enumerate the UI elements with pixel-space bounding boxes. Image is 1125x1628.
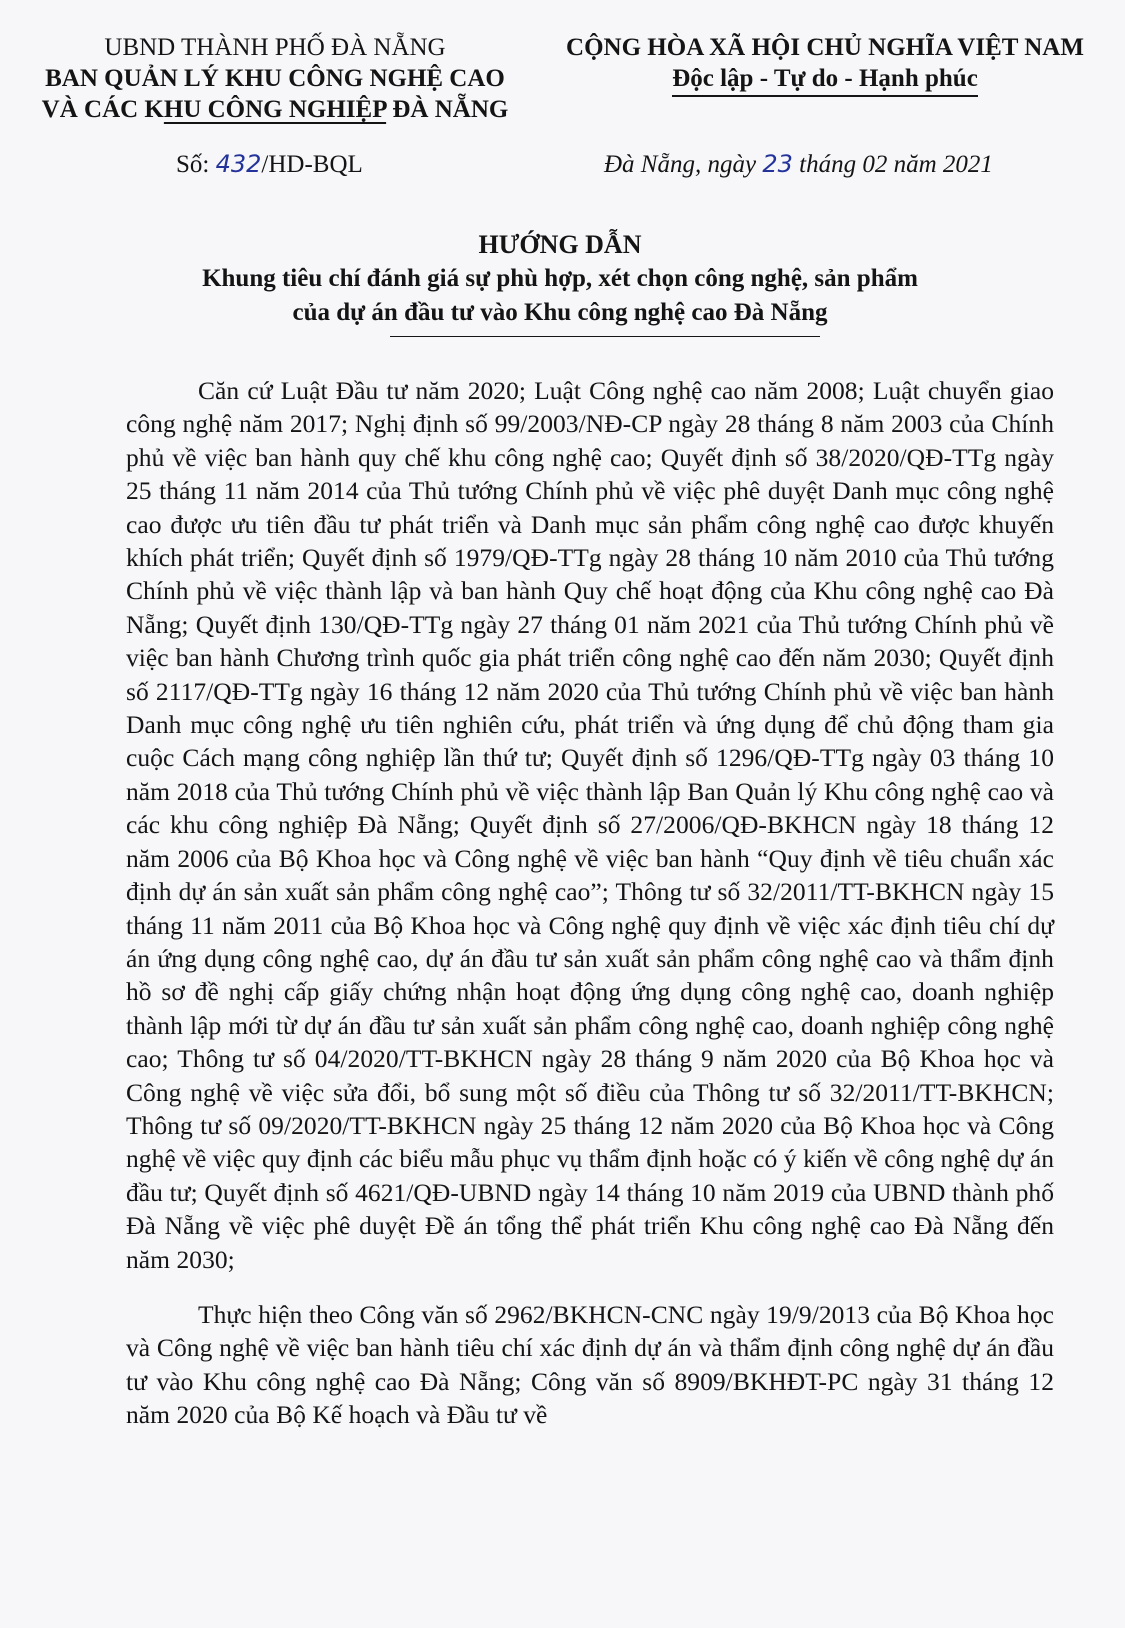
implementation-paragraph: Thực hiện theo Công văn số 2962/BKHCN-CNC ngày 19/9/2013 của Bộ Khoa học và Công nghệ về việc ban hành tiêu chí xác định dự án và thẩm định công nghệ dự án đầu tư vào Khu công nghệ cao Đà Nẵng; Công văn số 8909/BKHĐT-PC ngày 31 tháng 12 năm 2020 của Bộ Kế hoạch và Đầu tư về — [126, 1299, 1054, 1430]
title-subject-line1: Khung tiêu chí đánh giá sự phù hợp, xét chọn công nghệ, sản phẩm — [202, 265, 918, 292]
document-title — [60, 228, 1060, 330]
document-number: Số: 432/HD-BQL — [176, 150, 363, 178]
agency-parent: UBND THÀNH PHỐ ĐÀ NẴNG — [104, 34, 446, 61]
title-heading: HƯỚNG DẪN — [478, 230, 642, 259]
document-body — [126, 374, 1054, 1454]
title-divider — [390, 336, 820, 337]
issuing-agency-block — [20, 32, 530, 125]
agency-name-line2: VÀ CÁC KHU CÔNG NGHIỆP ĐÀ NẴNG — [41, 96, 509, 123]
national-motto-block — [540, 32, 1110, 97]
legal-basis-paragraph: Căn cứ Luật Đầu tư năm 2020; Luật Công nghệ cao năm 2008; Luật chuyển giao công nghệ năm 2017; Nghị định số 99/2003/NĐ-CP ngày 28 tháng 8 năm 2003 của Chính phủ về việc ban hành quy chế khu công nghệ cao; Quyết định số 38/2020/QĐ-TTg ngày 25 tháng 11 năm 2014 của Thủ tướng Chính phủ về việc phê duyệt Danh mục công nghệ cao được ưu tiên đầu tư phát triển và Danh mục sản phẩm công nghệ cao được khuyến khích phát triển; Quyết định số 1979/QĐ-TTg ngày 28 tháng 10 năm 2010 của Thủ tướng Chính phủ về việc thành lập và ban hành Quy chế hoạt động của Khu công nghệ cao Đà Nẵng; Quyết định 130/QĐ-TTg ngày 27 tháng 01 năm 2021 của Thủ tướng Chính phủ về việc ban hành Chương trình quốc gia phát triển công nghệ cao đến năm 2030; Quyết định số 2117/QĐ-TTg ngày 16 tháng 12 năm 2020 của Thủ tướng Chính phủ về việc ban hành Danh mục công nghệ ưu tiên nghiên cứu, phát triển và ứng dụng để chủ động tham gia cuộc Cách mạng công nghiệp lần thứ tư; Quyết định số 1296/QĐ-TTg ngày 03 tháng 10 năm 2018 của Thủ tướng Chính phủ về việc thành lập Ban Quản lý Khu công nghệ cao và các khu công nghiệp Đà Nẵng; Quyết định số 27/2006/QĐ-BKHCN ngày 18 tháng 12 năm 2006 của Bộ Khoa học và Công nghệ về việc ban hành “Quy định về tiêu chuẩn xác định dự án sản xuất sản phẩm công nghệ cao”; Thông tư số 32/2011/TT-BKHCN ngày 15 tháng 11 năm 2011 của Bộ Khoa học và Công nghệ quy định về việc xác định tiêu chí dự án ứng dụng công nghệ cao, dự án đầu tư sản xuất sản phẩm công nghệ cao và thẩm định hồ sơ đề nghị cấp giấy chứng nhận hoạt động ứng dụng công nghệ cao, doanh nghiệp thành lập mới từ dự án đầu tư sản xuất sản phẩm công nghệ cao, doanh nghiệp công nghệ cao; Thông tư số 04/2020/TT-BKHCN ngày 28 tháng 9 năm 2020 của Bộ Khoa học và Công nghệ về việc sửa đổi, bổ sung một số điều của Thông tư số 32/2011/TT-BKHCN; Thông tư số 09/2020/TT-BKHCN ngày 25 tháng 12 năm 2020 của Bộ Khoa học và Công nghệ về việc quy định các biểu mẫu phục vụ thẩm định hoặc có ý kiến về công nghệ dự án đầu tư; Quyết định số 4621/QĐ-UBND ngày 14 tháng 10 năm 2019 của UBND thành phố Đà Nẵng về việc phê duyệt Đề án tổng thể phát triển Khu công nghệ cao Đà Nẵng đến năm 2030; — [126, 376, 1054, 1274]
country-name: CỘNG HÒA XÃ HỘI CHỦ NGHĨA VIỆT NAM — [566, 34, 1084, 61]
motto: Độc lập - Tự do - Hạnh phúc — [672, 63, 978, 97]
document-date: Đà Nẵng, ngày 23 tháng 02 năm 2021 — [604, 150, 993, 178]
handwritten-number: 432 — [215, 150, 262, 178]
handwritten-day: 23 — [762, 150, 793, 178]
agency-underline: HU CÔNG NGHIỆP — [163, 96, 387, 123]
agency-name-line1: BAN QUẢN LÝ KHU CÔNG NGHỆ CAO — [45, 65, 505, 92]
title-subject-line2: của dự án đầu tư vào Khu công nghệ cao Đà Nẵng — [292, 299, 828, 326]
